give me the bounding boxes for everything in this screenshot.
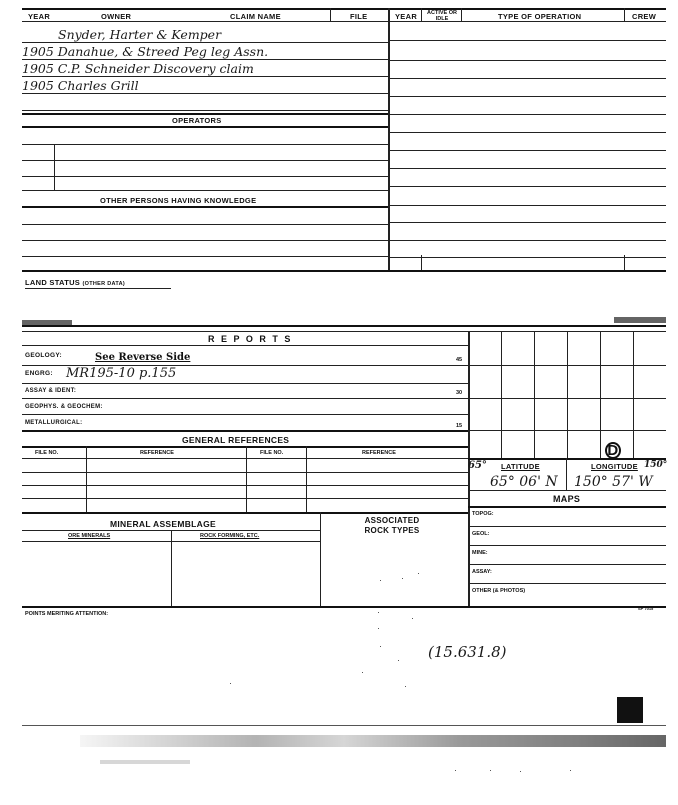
claim-entry-4: 1905 Charles Grill [22,78,139,93]
map-marker: D [605,442,621,459]
latitude-label: LATITUDE [501,462,540,471]
header-crew: CREW [632,12,657,21]
handwritten-note: (15.631.8) [428,643,507,661]
header-year-2: YEAR [395,12,418,21]
col-file-no-2: FILE NO. [260,450,284,456]
lat-prefix: 65° [468,460,487,471]
latitude-value: 65° 06' N [490,474,558,490]
longitude-value: 150° 57' W [574,474,653,490]
header-active-idle: ACTIVE OR IDLE [427,10,457,22]
engrg-value: MR195-10 p.155 [66,366,177,381]
col-file-no-1: FILE NO. [35,450,59,456]
other-persons-label: OTHER PERSONS HAVING KNOWLEDGE [100,196,257,205]
metallurgical-label: METALLURGICAL: [25,420,83,426]
header-claim-name: CLAIM NAME [230,12,281,21]
operators-label: OPERATORS [172,116,222,125]
geophys-label: GEOPHYS. & GEOCHEM: [25,404,103,410]
associated-rock-types: ASSOCIATED ROCK TYPES [364,516,420,535]
header-owner: OWNER [101,12,132,21]
side-number-45: 45 [456,357,463,363]
reports-title: R E P O R T S [208,334,293,344]
maps-mine: MINE: [472,550,488,556]
land-status-label: LAND STATUS (OTHER DATA) [25,278,125,287]
longitude-label: LONGITUDE [591,462,638,471]
claim-entry-3: 1905 C.P. Schneider Discovery claim [22,61,254,76]
maps-assay: ASSAY: [472,569,492,575]
rock-forming-label: ROCK FORMING, ETC. [200,533,260,539]
assay-label: ASSAY & IDENT: [25,388,77,394]
geology-value: See Reverse Side [95,352,191,363]
ore-minerals-label: ORE MINERALS [68,533,111,539]
col-reference-1: REFERENCE [140,450,174,456]
header-file: FILE [350,12,368,21]
header-type-of-operation: TYPE OF OPERATION [498,12,582,21]
claim-entry-1: Snyder, Harter & Kemper [58,27,222,42]
claim-entry-2: 1905 Danahue, & Streed Peg leg Assn. [22,44,269,59]
engrg-label: ENGRG: [25,370,53,377]
col-reference-2: REFERENCE [362,450,396,456]
form-code: SP 7015 [638,606,654,611]
maps-geol: GEOL: [472,531,490,537]
long-suffix: 150° [644,460,668,470]
general-references-title: GENERAL REFERENCES [182,435,290,445]
maps-other: OTHER (& PHOTOS) [472,588,526,594]
mineral-assemblage-title: MINERAL ASSEMBLAGE [110,519,216,529]
side-number-30: 30 [456,390,463,396]
header-year: YEAR [28,12,51,21]
points-meriting-attention-label: POINTS MERITING ATTENTION: [25,611,109,617]
geology-label: GEOLOGY: [25,352,62,359]
maps-topog: TOPOG: [472,511,494,517]
maps-title: MAPS [553,494,581,504]
side-number-15: 15 [456,423,463,429]
